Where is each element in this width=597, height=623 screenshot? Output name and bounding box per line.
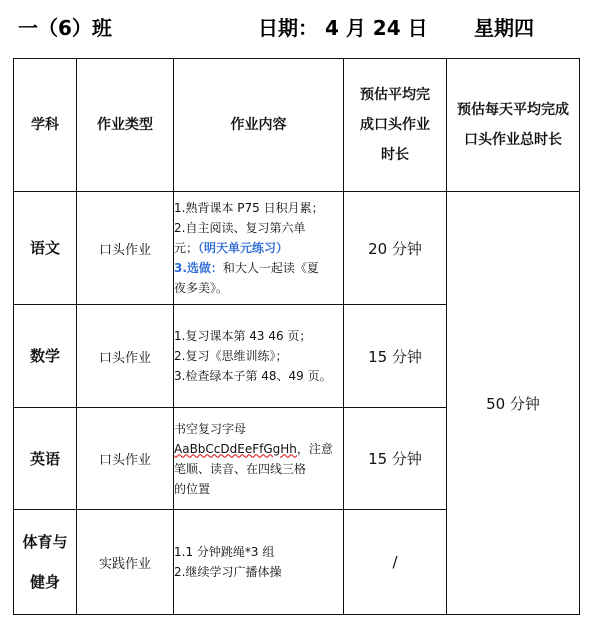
header-subject: 学科 xyxy=(14,59,77,192)
page-header xyxy=(0,0,597,52)
type-cell: 口头作业 xyxy=(77,192,174,305)
note-tomorrow-exercise: （明天单元练习） xyxy=(198,241,289,255)
subject-cell: 数学 xyxy=(14,305,77,408)
subject-cell: 体育与 健身 xyxy=(14,510,77,615)
content-cell: 1.复习课本第 43 46 页； 2.复习《思维训练》； 3.检查绿本子第 48、49 页。 xyxy=(174,305,344,408)
subject-cell: 英语 xyxy=(14,408,77,510)
total-duration-cell: 50 分钟 xyxy=(447,192,580,615)
duration-cell: 15 分钟 xyxy=(344,408,447,510)
duration-cell: 20 分钟 xyxy=(344,192,447,305)
weekday-label: 星期四 xyxy=(474,16,534,40)
content-cell: 书空复习字母 AaBbCcDdEeFfGgHh，注意 笔顺、读音、在四线三格 的位置 xyxy=(174,408,344,510)
homework-table xyxy=(13,58,580,615)
alphabet-text: AaBbCcDdEeFfGgHh xyxy=(174,441,297,456)
type-cell: 口头作业 xyxy=(77,305,174,408)
type-cell: 口头作业 xyxy=(77,408,174,510)
content-cell: 1.1 分钟跳绳*3 组 2.继续学习广播体操 xyxy=(174,510,344,615)
header-type: 作业类型 xyxy=(77,59,174,192)
class-label: 一（6）班 xyxy=(18,16,112,40)
table-row xyxy=(14,192,580,305)
header-content: 作业内容 xyxy=(174,59,344,192)
header-total-time: 预估每天平均完成 口头作业总时长 xyxy=(447,59,580,192)
subject-cell: 语文 xyxy=(14,192,77,305)
type-cell: 实践作业 xyxy=(77,510,174,615)
optional-label: 3.选做： xyxy=(174,261,223,275)
duration-cell: / xyxy=(344,510,447,615)
header-avg-time: 预估平均完 成口头作业 时长 xyxy=(344,59,447,192)
duration-cell: 15 分钟 xyxy=(344,305,447,408)
header-row xyxy=(14,59,580,192)
date-label: 日期： 4 月 24 日 xyxy=(258,16,428,40)
content-cell: 1.熟背课本 P75 日积月累； 2.自主阅读、复习第六单 元；（明天单元练习） 3.选做：和大人一起读《夏 夜多美》。 xyxy=(174,192,344,305)
